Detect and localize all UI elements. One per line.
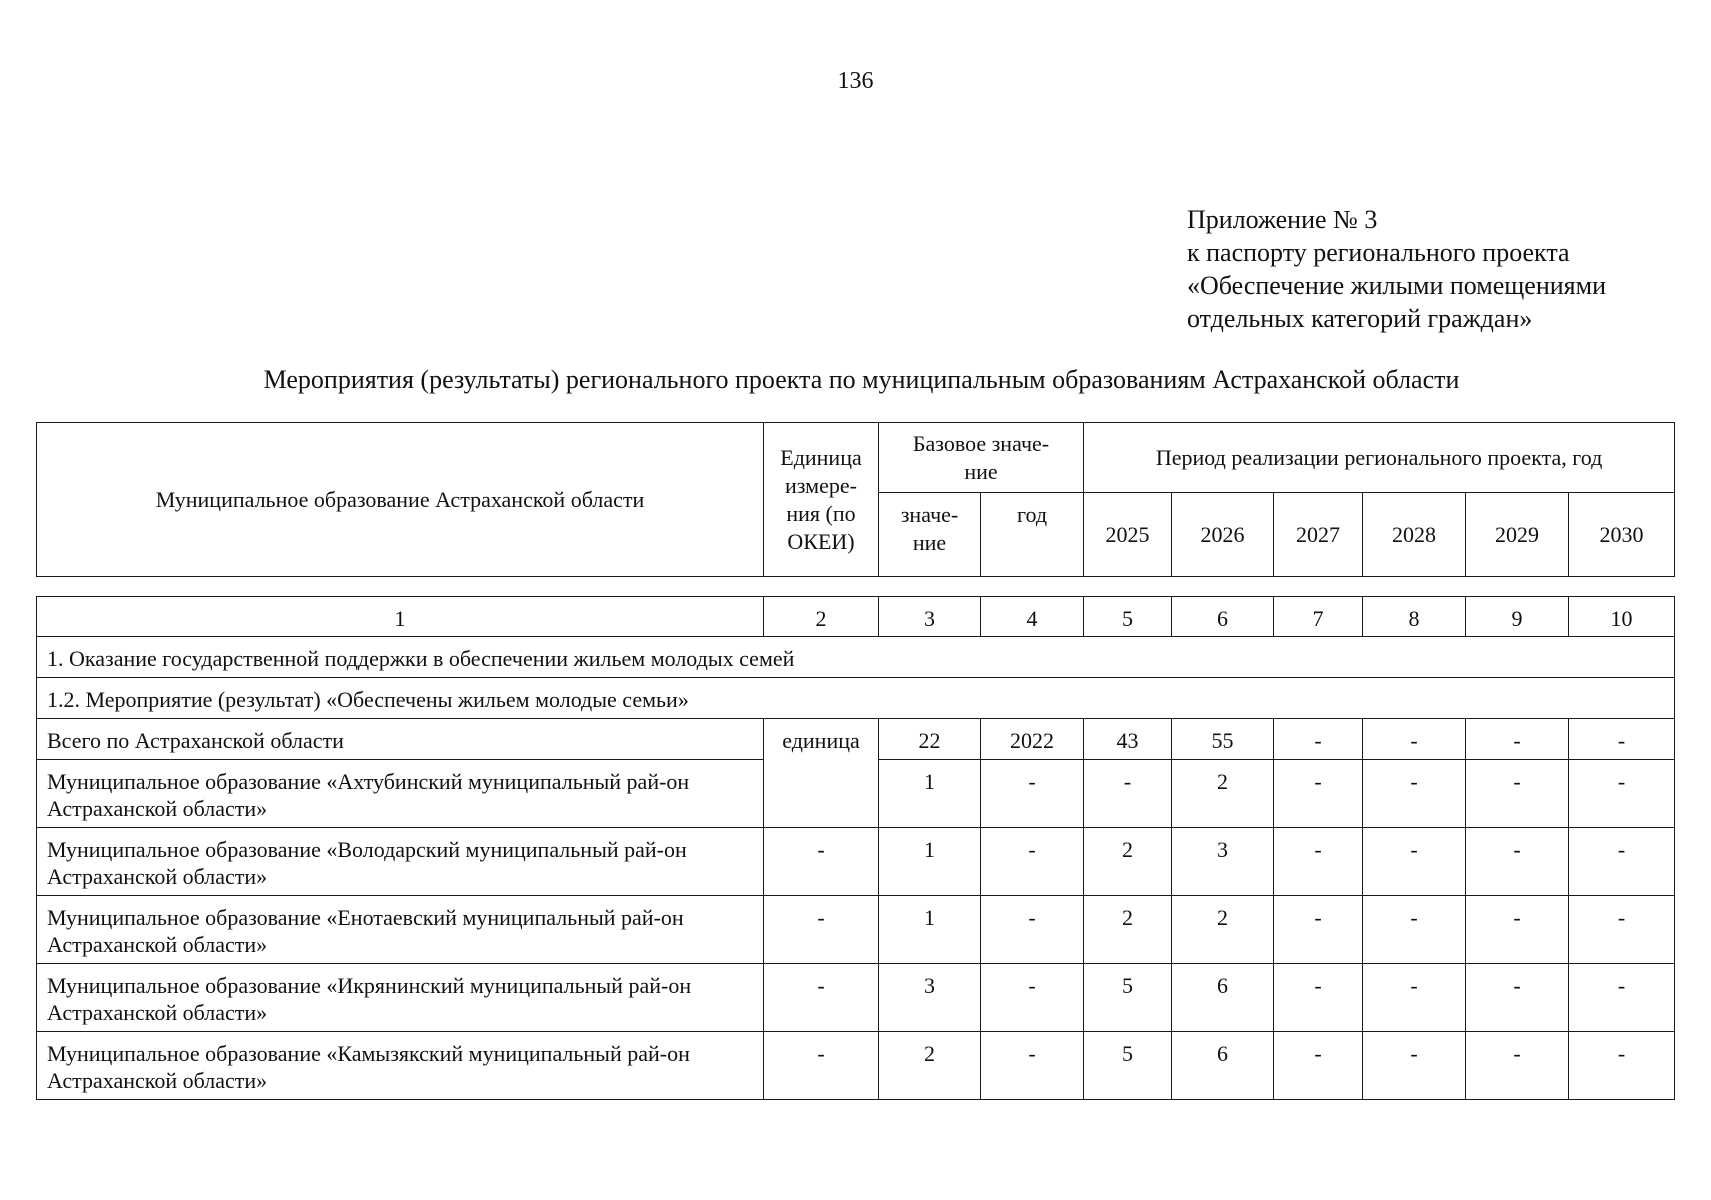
appendix-note: [1187, 203, 1606, 335]
year-value-cell: -: [1363, 964, 1466, 1032]
row-name: Муниципальное образование «Ахтубинский муниципальный рай-он Астраханской области»: [37, 760, 764, 828]
row-name: Муниципальное образование «Икрянинский муниципальный рай-он Астраханской области»: [37, 964, 764, 1032]
data-table: [36, 596, 1675, 1100]
year-value-cell: 2: [1084, 828, 1172, 896]
year-value-cell: -: [1084, 760, 1172, 828]
year-value-cell: -: [1274, 828, 1363, 896]
header-year: 2028: [1363, 493, 1466, 577]
year-value-cell: -: [1569, 828, 1675, 896]
unit-cell: единица: [764, 719, 879, 828]
section-title: 1. Оказание государственной поддержки в обеспечении жильем молодых семей: [37, 637, 1675, 678]
year-value-cell: -: [1466, 1032, 1569, 1100]
table-row: [37, 1032, 1675, 1100]
base-value-cell: 1: [879, 828, 981, 896]
year-value-cell: 5: [1084, 964, 1172, 1032]
page-number: 136: [837, 68, 874, 94]
year-value-cell: -: [1466, 760, 1569, 828]
column-number: 3: [879, 597, 981, 637]
subsection-title: 1.2. Мероприятие (результат) «Обеспечены жильем молодые семьи»: [37, 678, 1675, 719]
year-value-cell: -: [1363, 828, 1466, 896]
header-municipality: Муниципальное образование Астраханской области: [37, 423, 764, 577]
year-value-cell: -: [1466, 964, 1569, 1032]
year-value-cell: 5: [1084, 1032, 1172, 1100]
unit-cell: -: [764, 964, 879, 1032]
base-year-cell: -: [981, 828, 1084, 896]
column-number: 2: [764, 597, 879, 637]
column-number: 4: [981, 597, 1084, 637]
base-value-cell: 2: [879, 1032, 981, 1100]
header-period: Период реализации регионального проекта, год: [1084, 423, 1675, 493]
base-year-cell: -: [981, 896, 1084, 964]
base-value-cell: 1: [879, 760, 981, 828]
base-value-cell: 22: [879, 719, 981, 760]
year-value-cell: -: [1569, 760, 1675, 828]
column-number: 6: [1172, 597, 1274, 637]
header-year: 2025: [1084, 493, 1172, 577]
header-year: 2026: [1172, 493, 1274, 577]
year-value-cell: -: [1274, 760, 1363, 828]
year-value-cell: -: [1274, 964, 1363, 1032]
base-year-cell: 2022: [981, 719, 1084, 760]
section-row: [37, 678, 1675, 719]
row-name: Муниципальное образование «Володарский муниципальный рай-он Астраханской области»: [37, 828, 764, 896]
header-year: 2030: [1569, 493, 1675, 577]
year-value-cell: -: [1363, 719, 1466, 760]
year-value-cell: -: [1363, 896, 1466, 964]
header-year: 2029: [1466, 493, 1569, 577]
header-unit: Единица измере-ния (по ОКЕИ): [764, 423, 879, 577]
year-value-cell: -: [1466, 896, 1569, 964]
year-value-cell: 2: [1172, 896, 1274, 964]
year-value-cell: 2: [1084, 896, 1172, 964]
year-value-cell: -: [1363, 1032, 1466, 1100]
table-row: [37, 964, 1675, 1032]
column-number: 5: [1084, 597, 1172, 637]
year-value-cell: 55: [1172, 719, 1274, 760]
unit-cell: -: [764, 1032, 879, 1100]
year-value-cell: 6: [1172, 964, 1274, 1032]
column-number: 10: [1569, 597, 1675, 637]
year-value-cell: -: [1569, 1032, 1675, 1100]
header-base-value-value: значе-ние: [879, 493, 981, 577]
base-year-cell: -: [981, 760, 1084, 828]
year-value-cell: -: [1569, 719, 1675, 760]
section-row: [37, 637, 1675, 678]
year-value-cell: -: [1274, 896, 1363, 964]
year-value-cell: -: [1466, 828, 1569, 896]
row-name: Муниципальное образование «Енотаевский муниципальный рай-он Астраханской области»: [37, 896, 764, 964]
column-number: 1: [37, 597, 764, 637]
row-name: Всего по Астраханской области: [37, 719, 764, 760]
year-value-cell: -: [1569, 896, 1675, 964]
column-number: 7: [1274, 597, 1363, 637]
year-value-cell: 3: [1172, 828, 1274, 896]
column-number-row: [37, 597, 1675, 637]
table-row: [37, 828, 1675, 896]
base-year-cell: -: [981, 1032, 1084, 1100]
year-value-cell: -: [1569, 964, 1675, 1032]
table-row: [37, 896, 1675, 964]
year-value-cell: -: [1466, 719, 1569, 760]
row-name: Муниципальное образование «Камызякский муниципальный рай-он Астраханской области»: [37, 1032, 764, 1100]
base-value-cell: 1: [879, 896, 981, 964]
column-number: 8: [1363, 597, 1466, 637]
year-value-cell: -: [1274, 719, 1363, 760]
unit-cell: -: [764, 896, 879, 964]
year-value-cell: 2: [1172, 760, 1274, 828]
appendix-line: «Обеспечение жилыми помещениями: [1187, 271, 1606, 300]
year-value-cell: 6: [1172, 1032, 1274, 1100]
table-header: [36, 422, 1675, 577]
column-number: 9: [1466, 597, 1569, 637]
total-row: [37, 719, 1675, 760]
year-value-cell: -: [1274, 1032, 1363, 1100]
appendix-line: отдельных категорий граждан»: [1187, 304, 1533, 333]
base-year-cell: -: [981, 964, 1084, 1032]
appendix-line: к паспорту регионального проекта: [1187, 238, 1570, 267]
header-year: 2027: [1274, 493, 1363, 577]
unit-cell: -: [764, 828, 879, 896]
year-value-cell: -: [1363, 760, 1466, 828]
header-base-value-year: год: [981, 493, 1084, 577]
year-value-cell: 43: [1084, 719, 1172, 760]
appendix-line: Приложение № 3: [1187, 205, 1378, 234]
document-title: Мероприятия (результаты) регионального проекта по муниципальным образованиям Астраханской области: [263, 365, 1460, 394]
header-base-value: Базовое значе-ние: [879, 423, 1084, 493]
base-value-cell: 3: [879, 964, 981, 1032]
